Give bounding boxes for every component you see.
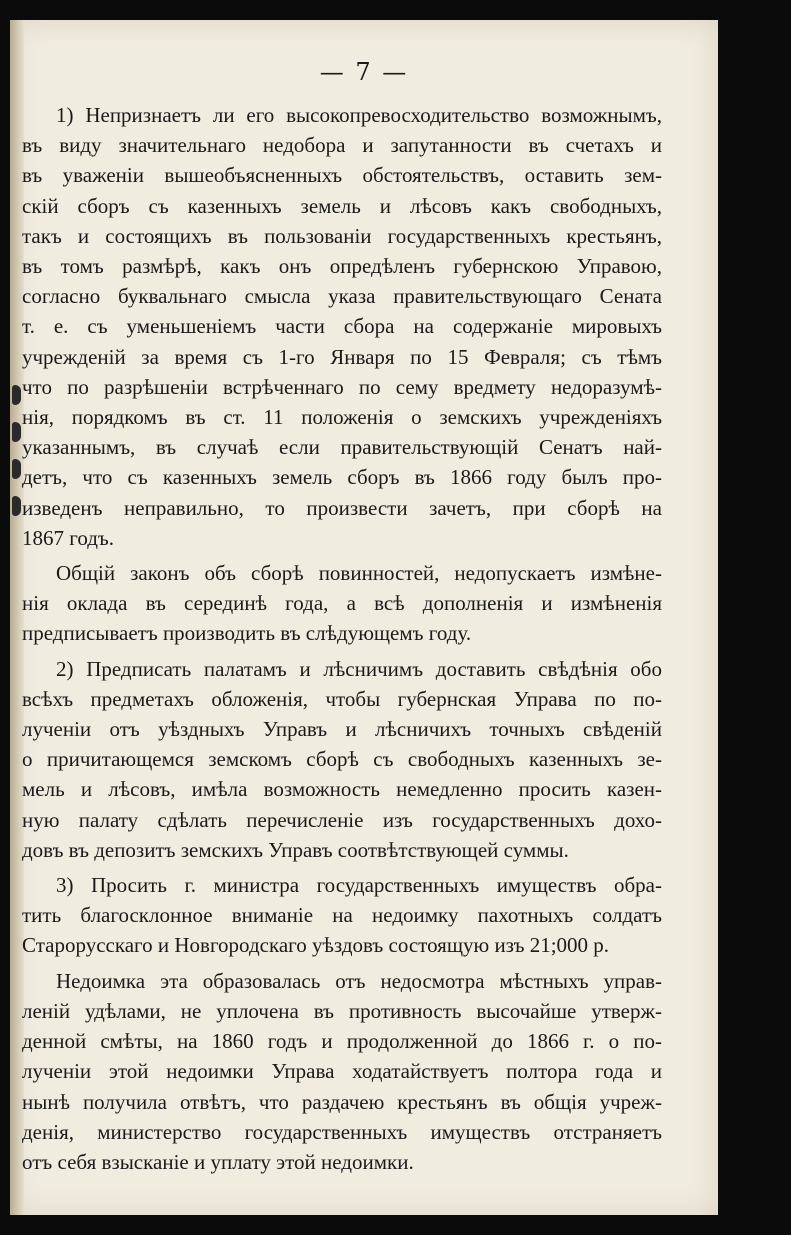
paragraph bbox=[22, 558, 662, 649]
text-line: всѣхъ предметахъ обложенія, чтобы губернская Управа по по- bbox=[22, 686, 662, 711]
text-line: такъ и состоящихъ въ пользованіи государственныхъ крестьянъ, bbox=[22, 223, 662, 248]
text-line: Недоимка эта образовалась отъ недосмотра мѣстныхъ управ- bbox=[56, 968, 662, 993]
text-line: учрежденій за время съ 1-го Января по 15 Февраля; съ тѣмъ bbox=[22, 344, 662, 369]
text-line: лученіи этой недоимки Управа ходатайствуетъ полтора года и bbox=[22, 1059, 662, 1084]
page-number: — 7 — bbox=[319, 58, 409, 86]
margin-mark bbox=[12, 459, 21, 479]
text-line: Старорусскаго и Новгородскаго уѣздовъ состоящую изъ 21;000 р. bbox=[22, 933, 610, 958]
text-line: мель и лѣсовъ, имѣла возможность немедленно просить казен- bbox=[22, 777, 662, 802]
text-line: согласно буквальнаго смысла указа правительствующаго Сената bbox=[22, 284, 662, 309]
text-line: нія оклада въ серединѣ года, а всѣ дополненія и измѣненія bbox=[22, 591, 662, 616]
text-line: т. е. съ уменьшеніемъ части сбора на содержаніе мировыхъ bbox=[22, 314, 662, 339]
text-line: 3) Просить г. министра государственныхъ имуществъ обра- bbox=[56, 873, 662, 898]
text-line: отъ себя взысканіе и уплату этой недоимки. bbox=[22, 1149, 414, 1174]
text-line: довъ въ депозитъ земскихъ Управъ соотвѣтствующей суммы. bbox=[22, 837, 569, 862]
text-line: Общій законъ объ сборѣ повинностей, недопускаетъ измѣне- bbox=[56, 561, 662, 586]
text-line: въ томъ размѣрѣ, какъ онъ опредѣленъ губернскою Управою, bbox=[22, 254, 662, 279]
text-line: въ виду значительнаго недобора и запутанности въ счетахъ и bbox=[22, 133, 662, 158]
text-line: предписываетъ производить въ слѣдующемъ году. bbox=[22, 621, 472, 646]
text-line: 2) Предписать палатамъ и лѣсничимъ доставить свѣдѣнія обо bbox=[56, 656, 662, 681]
paragraph bbox=[22, 100, 662, 553]
paragraph bbox=[22, 966, 662, 1177]
text-line: 1867 годъ. bbox=[22, 525, 115, 550]
margin-mark bbox=[12, 496, 21, 516]
text-line: лученіи отъ уѣздныхъ Управъ и лѣсничихъ точныхъ свѣденій bbox=[22, 717, 662, 742]
text-line: детъ, что съ казенныхъ земель сборъ въ 1866 году былъ про- bbox=[22, 465, 662, 490]
text-line: денія, министерство государственныхъ имуществъ отстраняетъ bbox=[22, 1119, 662, 1144]
text-line: 1) Непризнаетъ ли его высокопревосходительство возможнымъ, bbox=[56, 103, 662, 127]
text-line: что по разрѣшеніи встрѣченнаго по сему вредмету недоразумѣ- bbox=[22, 374, 662, 399]
text-line: ную палату сдѣлать перечисленіе изъ государственныхъ дохо- bbox=[22, 807, 662, 832]
margin-mark bbox=[12, 385, 21, 405]
paragraph bbox=[22, 870, 662, 961]
paragraph bbox=[22, 654, 662, 865]
document-page bbox=[10, 20, 718, 1215]
text-line: леній удѣлами, не уплочена въ противность высочайше утверж- bbox=[22, 998, 662, 1023]
text-line: тить благосклонное вниманіе на недоимку пахотныхъ солдатъ bbox=[22, 903, 662, 928]
text-line: въ уваженіи вышеобъясненныхъ обстоятельствъ, оставить зем- bbox=[22, 163, 662, 188]
text-line: денной смѣты, на 1860 годъ и продолженной до 1866 г. о по- bbox=[22, 1029, 662, 1054]
text-line: нія, порядкомъ въ ст. 11 положенія о земскихъ учрежденіяхъ bbox=[22, 405, 662, 430]
text-line: скій сборъ съ казенныхъ земель и лѣсовъ какъ свободныхъ, bbox=[22, 193, 662, 218]
text-line: о причитающемся земскомъ сборѣ съ свободныхъ казенныхъ зе- bbox=[22, 747, 662, 772]
body-text bbox=[22, 100, 662, 1182]
text-line: нынѣ получила отвѣтъ, что раздачею крестьянъ въ общія учреж- bbox=[22, 1089, 662, 1114]
text-line: изведенъ неправильно, то произвести зачетъ, при сборѣ на bbox=[22, 495, 662, 520]
text-line: указаннымъ, въ случаѣ если правительствующій Сенатъ най- bbox=[22, 435, 662, 460]
margin-mark bbox=[12, 422, 21, 442]
